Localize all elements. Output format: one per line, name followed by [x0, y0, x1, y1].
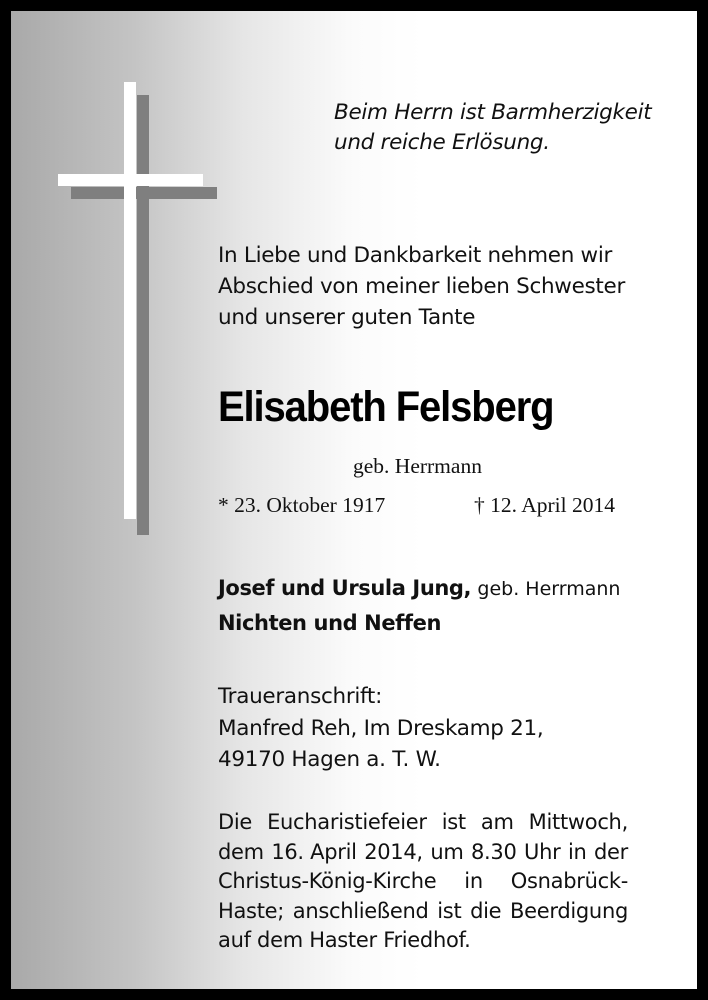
cross-vertical: [124, 82, 136, 519]
cross-shadow-vertical: [137, 95, 149, 535]
service-line: [218, 926, 628, 956]
cross-horizontal: [58, 174, 203, 186]
cross-shadow-horizontal: [71, 187, 217, 199]
service-word: Christus-König-Kirche: [218, 869, 437, 893]
intro-text: [218, 240, 625, 333]
mourners-names: Josef und Ursula Jung,: [218, 576, 472, 600]
death-date: † 12. April 2014: [474, 493, 615, 517]
mourners-line: [218, 606, 620, 640]
service-word: am: [480, 810, 514, 834]
mourners-relatives: Nichten und Neffen: [218, 611, 442, 635]
deceased-name: Elisabeth Felsberg: [218, 383, 554, 431]
address-line: 49170 Hagen a. T. W.: [218, 747, 441, 772]
service-line-text: auf dem Haster Friedhof.: [218, 928, 471, 952]
service-line: [218, 808, 628, 838]
service-word: Die: [218, 810, 253, 834]
service-word: dem: [218, 839, 264, 864]
intro-line: In Liebe und Dankbarkeit nehmen wir: [218, 243, 613, 268]
service-word: Mittwoch,: [528, 810, 628, 834]
birth-name: geb. Herrmann: [353, 454, 482, 478]
service-line: [218, 897, 628, 927]
life-dates: [218, 489, 658, 521]
mourners-birth-name: geb. Herrmann: [477, 578, 621, 600]
service-word: in: [464, 869, 483, 893]
service-word: Uhr: [524, 839, 561, 864]
service-word: ist: [437, 898, 462, 923]
service-info: [218, 808, 628, 956]
intro-line: und unserer guten Tante: [218, 305, 476, 330]
service-word: ist: [441, 810, 466, 834]
address-line: Manfred Reh, Im Dreskamp 21,: [218, 715, 544, 741]
intro-line: Abschied von meiner lieben Schwester: [218, 274, 626, 299]
service-word: 8.30: [470, 839, 517, 864]
service-word: die: [470, 898, 502, 923]
service-word: der: [594, 839, 628, 864]
service-word: Eucharistiefeier: [267, 810, 427, 834]
bible-verse-line: Beim Herrn ist Barmherzigkeit: [334, 100, 652, 125]
birth-date: * 23. Oktober 1917: [218, 493, 386, 517]
service-word: Osnabrück-: [510, 869, 628, 893]
service-word: anschließend: [292, 898, 429, 923]
service-word: um: [430, 839, 464, 864]
service-word: 16. April: [271, 839, 357, 864]
service-word: Beerdigung: [510, 898, 628, 923]
mourners-line: [218, 571, 620, 606]
service-line: [218, 838, 628, 868]
mourning-address: [218, 681, 543, 776]
bible-verse-line: und reiche Erlösung.: [334, 130, 550, 155]
address-label: Traueranschrift:: [218, 684, 383, 709]
service-line: [218, 867, 628, 897]
mourners: [218, 571, 620, 640]
service-word: in: [567, 839, 587, 864]
service-word: Haste;: [218, 898, 285, 923]
bible-verse: [334, 98, 651, 158]
service-word: 2014,: [364, 839, 423, 864]
